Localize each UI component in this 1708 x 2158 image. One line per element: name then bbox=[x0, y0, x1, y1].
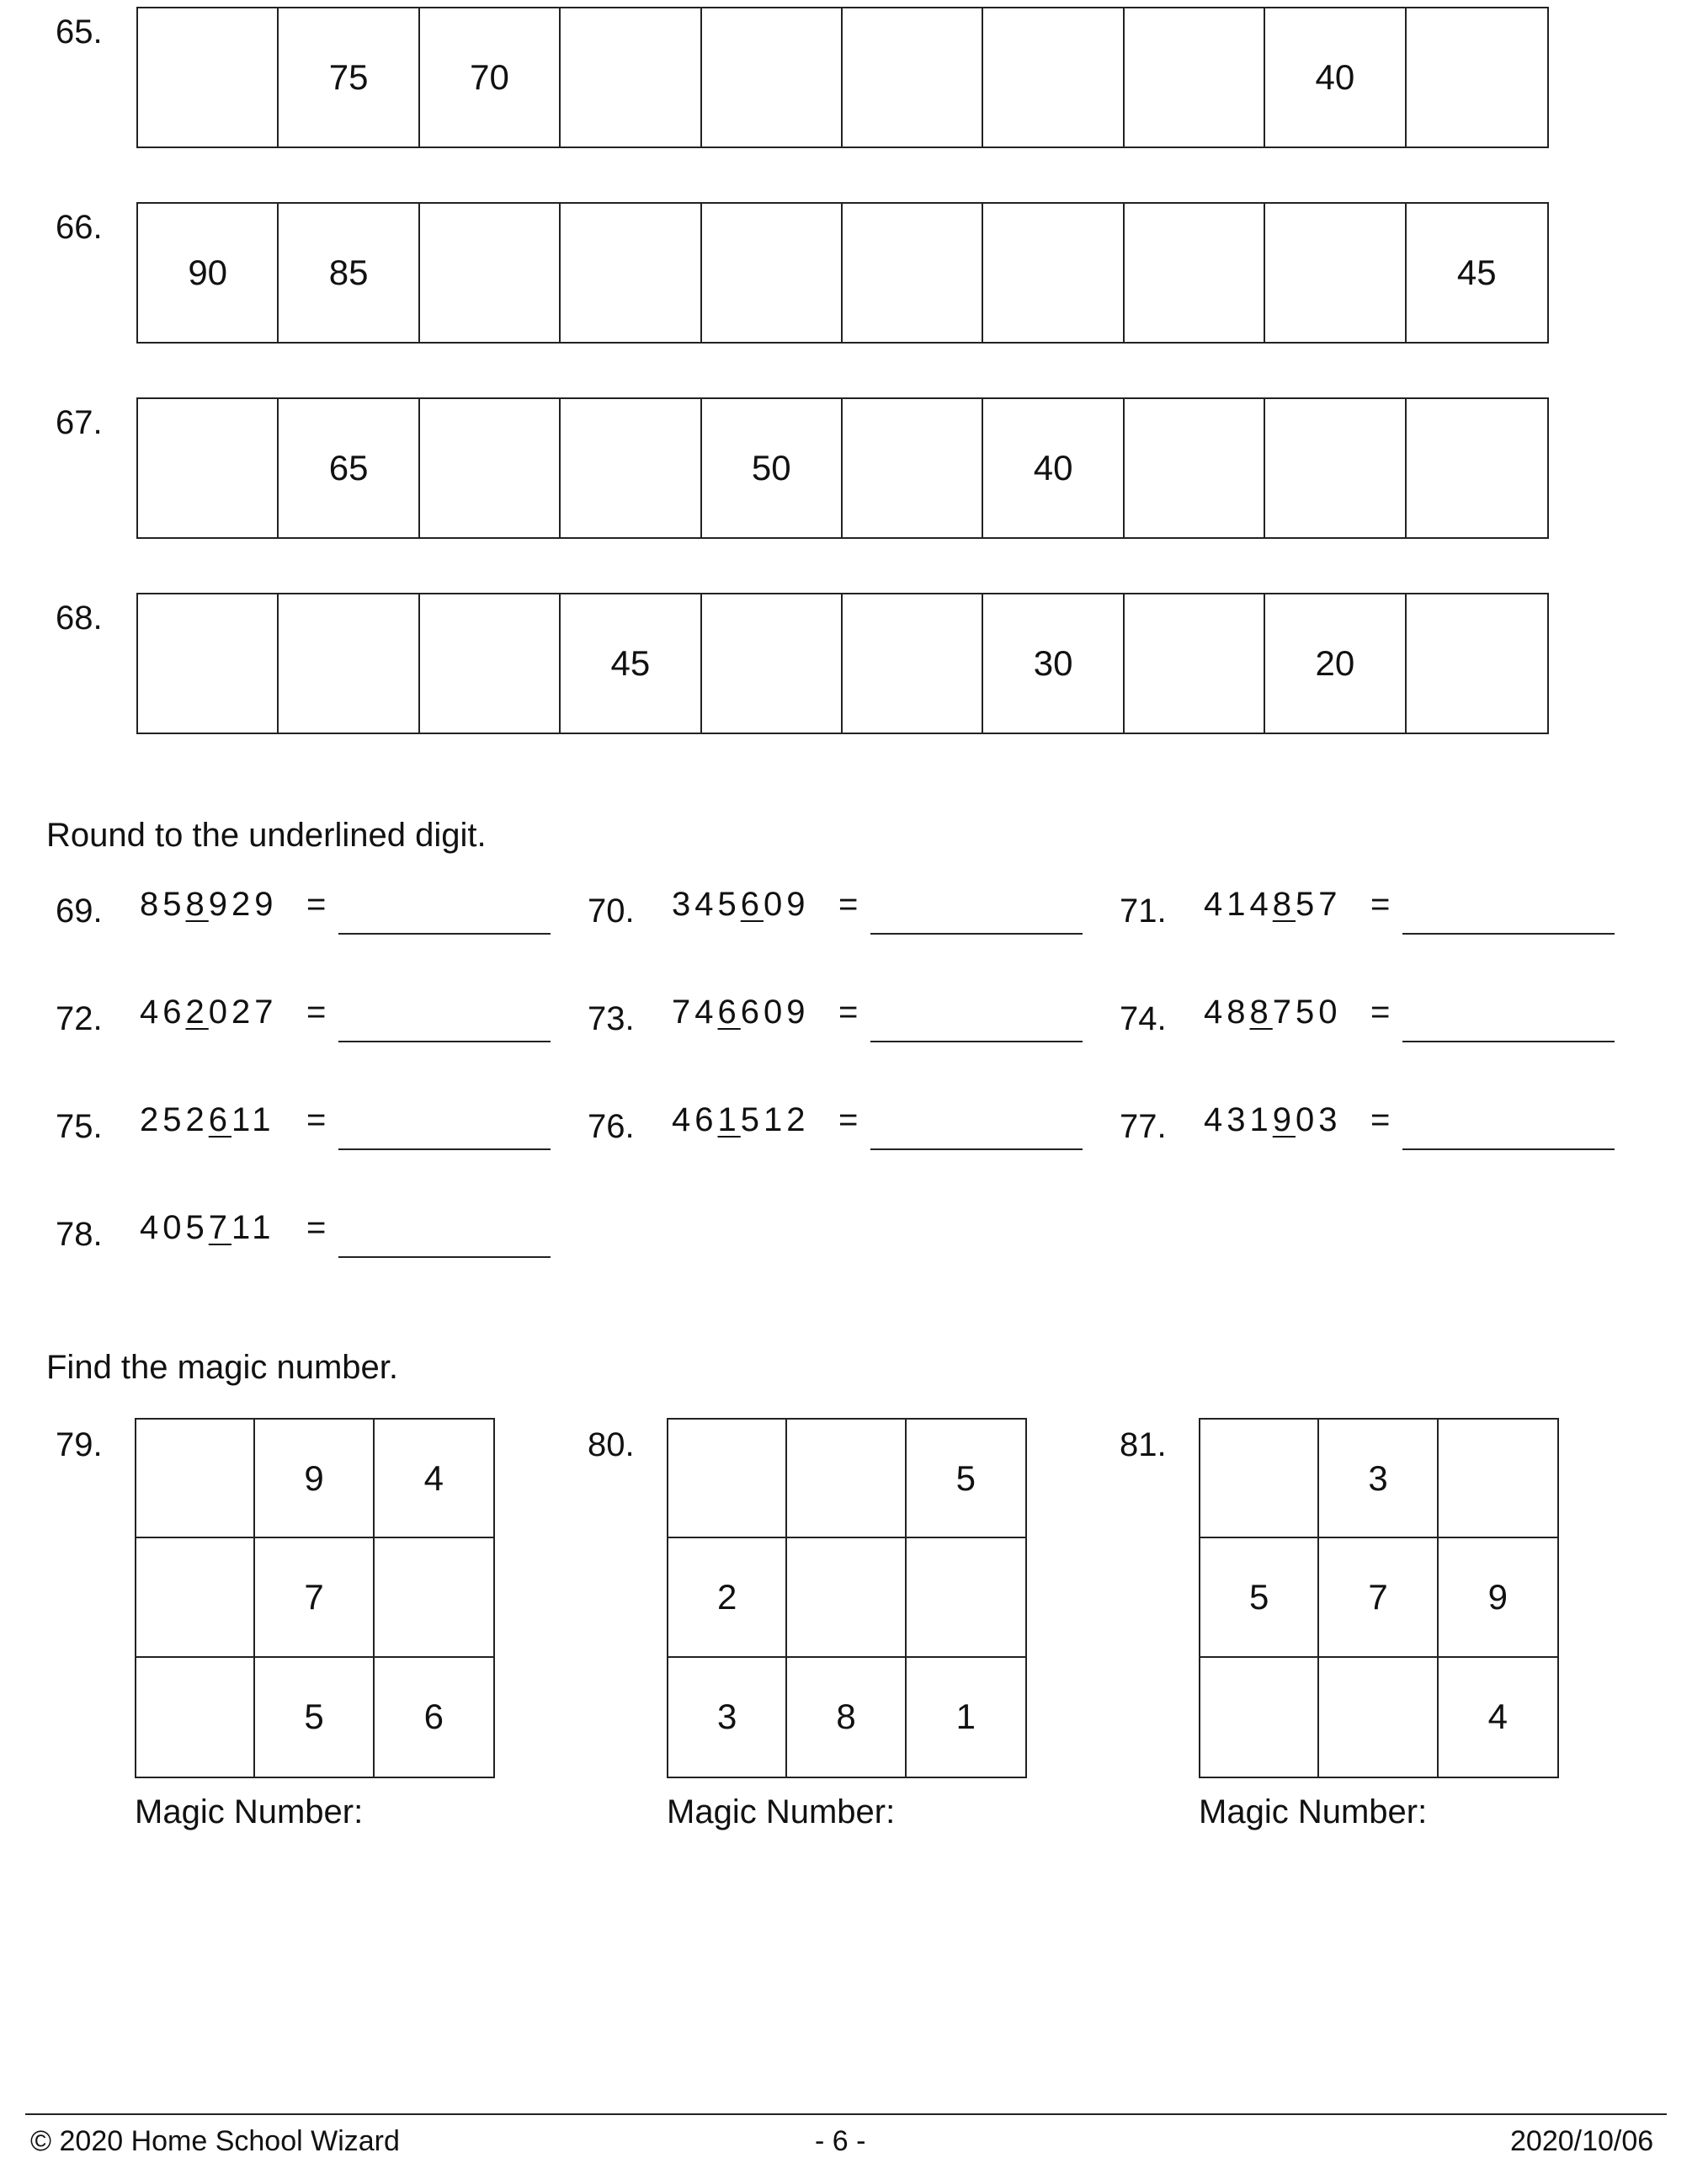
answer-blank[interactable] bbox=[338, 933, 551, 935]
underlined-digit: 6 bbox=[208, 1101, 231, 1138]
sequence-grid bbox=[136, 397, 1549, 539]
magic-square-grid bbox=[1199, 1418, 1559, 1778]
rounding-number bbox=[1204, 886, 1342, 924]
rounding-problem bbox=[588, 983, 1109, 1042]
magic-square-cell[interactable] bbox=[136, 1658, 255, 1777]
magic-square-cell: 5 bbox=[255, 1658, 374, 1777]
sequence-cell[interactable] bbox=[1407, 594, 1547, 733]
magic-number-label: Magic Number: bbox=[667, 1793, 896, 1830]
answer-blank[interactable] bbox=[1402, 1148, 1615, 1150]
sequence-cell[interactable] bbox=[1265, 399, 1406, 537]
magic-square-cell: 9 bbox=[255, 1420, 374, 1538]
magic-square-cell: 4 bbox=[375, 1420, 493, 1538]
underlined-digit: 8 bbox=[1249, 994, 1273, 1031]
answer-blank[interactable] bbox=[870, 1041, 1083, 1042]
sequence-cell[interactable] bbox=[1407, 8, 1547, 147]
number-suffix: 750 bbox=[1272, 994, 1342, 1031]
magic-square-cell: 6 bbox=[423, 1697, 444, 1737]
question-number: 66. bbox=[56, 209, 103, 246]
equals-sign: = bbox=[306, 886, 327, 923]
rounding-problem bbox=[56, 1199, 577, 1258]
equals-sign: = bbox=[838, 994, 859, 1031]
equals-sign: = bbox=[1370, 1101, 1391, 1138]
sequence-cell[interactable] bbox=[702, 204, 843, 342]
answer-blank[interactable] bbox=[1402, 933, 1615, 935]
sequence-cell: 45 bbox=[1456, 253, 1497, 292]
question-number: 69. bbox=[56, 893, 103, 930]
question-number: 70. bbox=[588, 893, 635, 930]
rounding-instruction: Round to the underlined digit. bbox=[46, 817, 487, 854]
sequence-cell: 30 bbox=[983, 594, 1124, 733]
number-prefix: 46 bbox=[140, 994, 186, 1031]
rounding-problem bbox=[1120, 876, 1641, 935]
sequence-cell: 40 bbox=[983, 399, 1124, 537]
sequence-row bbox=[0, 7, 1708, 150]
rounding-number bbox=[1204, 1101, 1342, 1139]
sequence-row bbox=[0, 397, 1708, 541]
question-number: 75. bbox=[56, 1108, 103, 1145]
magic-square-cell: 7 bbox=[1319, 1538, 1438, 1657]
rounding-number bbox=[672, 886, 810, 924]
magic-square bbox=[56, 1428, 527, 1866]
question-number: 71. bbox=[1120, 893, 1167, 930]
rounding-number bbox=[140, 1209, 275, 1247]
answer-blank[interactable] bbox=[1402, 1041, 1615, 1042]
question-number: 74. bbox=[1120, 1000, 1167, 1037]
magic-square-cell[interactable] bbox=[1439, 1420, 1557, 1538]
rounding-number bbox=[140, 1101, 275, 1139]
sequence-grid bbox=[136, 202, 1549, 344]
underlined-digit: 7 bbox=[208, 1209, 231, 1246]
number-prefix: 405 bbox=[140, 1209, 209, 1246]
rounding-problem bbox=[56, 983, 577, 1042]
question-number: 68. bbox=[56, 599, 103, 637]
sequence-cell: 75 bbox=[279, 8, 419, 147]
question-number: 73. bbox=[588, 1000, 635, 1037]
sequence-cell[interactable] bbox=[561, 204, 701, 342]
footer-date: 2020/10/06 bbox=[1510, 2125, 1654, 2157]
magic-square-cell: 5 bbox=[907, 1420, 1025, 1538]
underlined-digit: 6 bbox=[717, 994, 741, 1031]
magic-square-cell[interactable] bbox=[136, 1538, 255, 1657]
footer-copyright: © 2020 Home School Wizard bbox=[30, 2125, 400, 2157]
magic-number-label: Magic Number: bbox=[1199, 1793, 1428, 1830]
sequence-cell[interactable] bbox=[1125, 8, 1265, 147]
magic-square-cell: 9 bbox=[1439, 1538, 1557, 1657]
sequence-grid bbox=[136, 7, 1549, 148]
number-suffix: 57 bbox=[1296, 886, 1342, 923]
question-number: 78. bbox=[56, 1216, 103, 1253]
sequence-cell: 65 bbox=[279, 399, 419, 537]
sequence-cell[interactable] bbox=[420, 594, 561, 733]
sequence-cell[interactable] bbox=[843, 8, 983, 147]
number-suffix: 03 bbox=[1296, 1101, 1342, 1138]
sequence-cell[interactable] bbox=[1125, 204, 1265, 342]
number-suffix: 027 bbox=[208, 994, 278, 1031]
magic-square-cell: 8 bbox=[787, 1658, 906, 1777]
sequence-cell: 70 bbox=[420, 8, 561, 147]
underlined-digit: 8 bbox=[185, 886, 209, 923]
sequence-cell[interactable] bbox=[420, 204, 561, 342]
sequence-cell[interactable] bbox=[561, 399, 701, 537]
number-prefix: 431 bbox=[1204, 1101, 1273, 1138]
number-prefix: 48 bbox=[1204, 994, 1250, 1031]
sequence-cell: 45 bbox=[561, 594, 701, 733]
magic-square-cell[interactable] bbox=[136, 1420, 255, 1538]
rounding-problem bbox=[588, 876, 1109, 935]
magic-square-cell: 3 bbox=[1319, 1420, 1438, 1538]
magic-square-cell[interactable] bbox=[1200, 1420, 1319, 1538]
magic-square-cell: 2 bbox=[668, 1538, 787, 1657]
magic-square-cell: 5 bbox=[1200, 1538, 1319, 1657]
equals-sign: = bbox=[838, 1101, 859, 1138]
answer-blank[interactable] bbox=[338, 1041, 551, 1042]
magic-square bbox=[1120, 1428, 1591, 1866]
magic-square-cell[interactable] bbox=[907, 1538, 1025, 1657]
question-number: 79. bbox=[56, 1426, 103, 1463]
answer-blank[interactable] bbox=[338, 1256, 551, 1258]
number-suffix: 512 bbox=[740, 1101, 810, 1138]
sequence-cell[interactable] bbox=[983, 204, 1124, 342]
magic-square-cell[interactable] bbox=[1319, 1658, 1438, 1777]
magic-square-cell[interactable] bbox=[1200, 1658, 1319, 1777]
equals-sign: = bbox=[838, 886, 859, 923]
answer-blank[interactable] bbox=[338, 1148, 551, 1150]
question-number: 72. bbox=[56, 1000, 103, 1037]
magic-square bbox=[588, 1428, 1059, 1866]
underlined-digit: 1 bbox=[717, 1101, 741, 1138]
sequence-cell[interactable] bbox=[561, 8, 701, 147]
question-number: 81. bbox=[1120, 1426, 1167, 1463]
magic-square-cell[interactable] bbox=[787, 1538, 906, 1657]
rounding-number bbox=[672, 1101, 810, 1139]
magic-square-grid bbox=[667, 1418, 1027, 1778]
number-prefix: 74 bbox=[672, 994, 718, 1031]
underlined-digit: 9 bbox=[1272, 1101, 1296, 1138]
equals-sign: = bbox=[306, 1209, 327, 1246]
equals-sign: = bbox=[306, 1101, 327, 1138]
sequence-cell: 85 bbox=[279, 204, 419, 342]
equals-sign: = bbox=[1370, 886, 1391, 923]
sequence-cell[interactable] bbox=[279, 594, 419, 733]
number-prefix: 345 bbox=[672, 886, 741, 923]
sequence-cell[interactable] bbox=[1125, 399, 1265, 537]
magic-number-label: Magic Number: bbox=[135, 1793, 364, 1830]
question-number: 65. bbox=[56, 13, 103, 51]
rounding-problem bbox=[56, 1091, 577, 1150]
sequence-cell[interactable] bbox=[983, 8, 1124, 147]
number-prefix: 85 bbox=[140, 886, 186, 923]
sequence-cell[interactable] bbox=[138, 8, 279, 147]
magic-square-cell: 1 bbox=[955, 1697, 976, 1737]
answer-blank[interactable] bbox=[870, 933, 1083, 935]
sequence-row bbox=[0, 593, 1708, 736]
sequence-cell[interactable] bbox=[138, 399, 279, 537]
number-suffix: 09 bbox=[764, 886, 810, 923]
rounding-number bbox=[672, 994, 810, 1031]
sequence-cell[interactable] bbox=[702, 594, 843, 733]
magic-square-cell[interactable] bbox=[787, 1420, 906, 1538]
sequence-cell: 40 bbox=[1265, 8, 1406, 147]
underlined-digit: 2 bbox=[185, 994, 209, 1031]
answer-blank[interactable] bbox=[870, 1148, 1083, 1150]
number-prefix: 414 bbox=[1204, 886, 1273, 923]
number-prefix: 46 bbox=[672, 1101, 718, 1138]
rounding-number bbox=[140, 994, 278, 1031]
footer-divider bbox=[25, 2113, 1667, 2115]
underlined-digit: 6 bbox=[740, 886, 764, 923]
sequence-cell[interactable] bbox=[1407, 399, 1547, 537]
magic-square-cell: 7 bbox=[255, 1538, 374, 1657]
sequence-cell[interactable] bbox=[843, 399, 983, 537]
number-suffix: 929 bbox=[208, 886, 278, 923]
magic-square-cell[interactable] bbox=[375, 1538, 493, 1657]
sequence-cell: 90 bbox=[138, 204, 279, 342]
magic-square-grid bbox=[135, 1418, 495, 1778]
rounding-number bbox=[1204, 994, 1342, 1031]
sequence-grid bbox=[136, 593, 1549, 734]
sequence-cell[interactable] bbox=[138, 594, 279, 733]
number-suffix: 609 bbox=[740, 994, 810, 1031]
number-suffix: 11 bbox=[231, 1101, 275, 1138]
sequence-cell: 50 bbox=[702, 399, 843, 537]
rounding-number bbox=[140, 886, 278, 924]
magic-square-cell: 3 bbox=[668, 1658, 787, 1777]
question-number: 80. bbox=[588, 1426, 635, 1463]
sequence-cell: 20 bbox=[1265, 594, 1406, 733]
rounding-problem bbox=[588, 1091, 1109, 1150]
question-number: 67. bbox=[56, 404, 103, 441]
sequence-cell[interactable] bbox=[1125, 594, 1265, 733]
footer-page-number: - 6 - bbox=[815, 2125, 866, 2157]
rounding-problem bbox=[56, 876, 577, 935]
rounding-problem bbox=[1120, 983, 1641, 1042]
sequence-cell[interactable] bbox=[1265, 204, 1406, 342]
magic-square-cell: 4 bbox=[1487, 1697, 1508, 1737]
sequence-row bbox=[0, 202, 1708, 345]
number-suffix: 11 bbox=[231, 1209, 275, 1246]
magic-square-cell[interactable] bbox=[668, 1420, 787, 1538]
rounding-problem bbox=[1120, 1091, 1641, 1150]
underlined-digit: 8 bbox=[1272, 886, 1296, 923]
question-number: 76. bbox=[588, 1108, 635, 1145]
sequence-cell[interactable] bbox=[843, 204, 983, 342]
sequence-cell[interactable] bbox=[702, 8, 843, 147]
equals-sign: = bbox=[1370, 994, 1391, 1031]
equals-sign: = bbox=[306, 994, 327, 1031]
magic-square-instruction: Find the magic number. bbox=[46, 1349, 398, 1386]
number-prefix: 252 bbox=[140, 1101, 209, 1138]
sequence-cell[interactable] bbox=[843, 594, 983, 733]
sequence-cell[interactable] bbox=[420, 399, 561, 537]
question-number: 77. bbox=[1120, 1108, 1167, 1145]
